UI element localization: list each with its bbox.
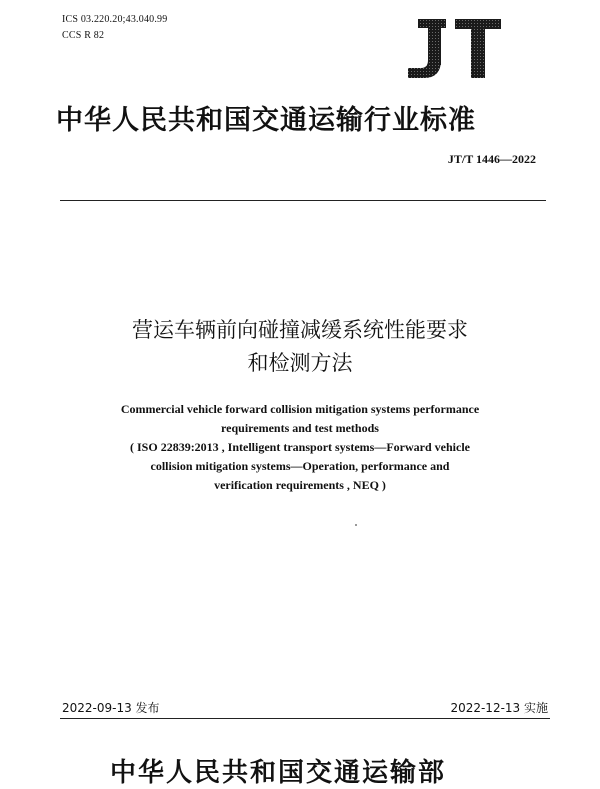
implementation-date: 2022-12-13 实施	[450, 701, 548, 715]
chinese-title-line-2: 和检测方法	[247, 351, 353, 375]
english-title-line-3: ( ISO 22839:2013 , Intelligent transport systems—Forward vehicle	[130, 440, 470, 454]
jt-logo-letter-t	[455, 19, 501, 78]
publisher-name: 中华人民共和国交通运输部	[110, 758, 447, 788]
issue-date: 2022-09-13 发布	[62, 701, 160, 715]
chinese-title	[0, 314, 600, 380]
english-title-line-2: requirements and test methods	[221, 421, 379, 435]
chinese-title-line-1: 营运车辆前向碰撞减缓系统性能要求	[132, 318, 468, 342]
english-title	[0, 400, 600, 495]
english-title-line-1: Commercial vehicle forward collision mitigation systems performance	[120, 402, 480, 416]
ccs-code: CCS R 82	[62, 30, 105, 41]
jt-logo-letter-j	[408, 19, 446, 78]
jt-logo	[404, 16, 504, 80]
standard-number: JT/T 1446—2022	[447, 152, 536, 166]
scan-speck	[355, 524, 357, 526]
footer-divider	[60, 718, 550, 719]
english-title-line-5: verification requirements , NEQ )	[214, 478, 386, 492]
ics-code: ICS 03.220.20;43.040.99	[62, 14, 168, 25]
english-title-line-4: collision mitigation systems—Operation, performance and	[150, 459, 450, 473]
header-divider	[60, 200, 546, 201]
organization-name: 中华人民共和国交通运输行业标准	[56, 105, 476, 136]
